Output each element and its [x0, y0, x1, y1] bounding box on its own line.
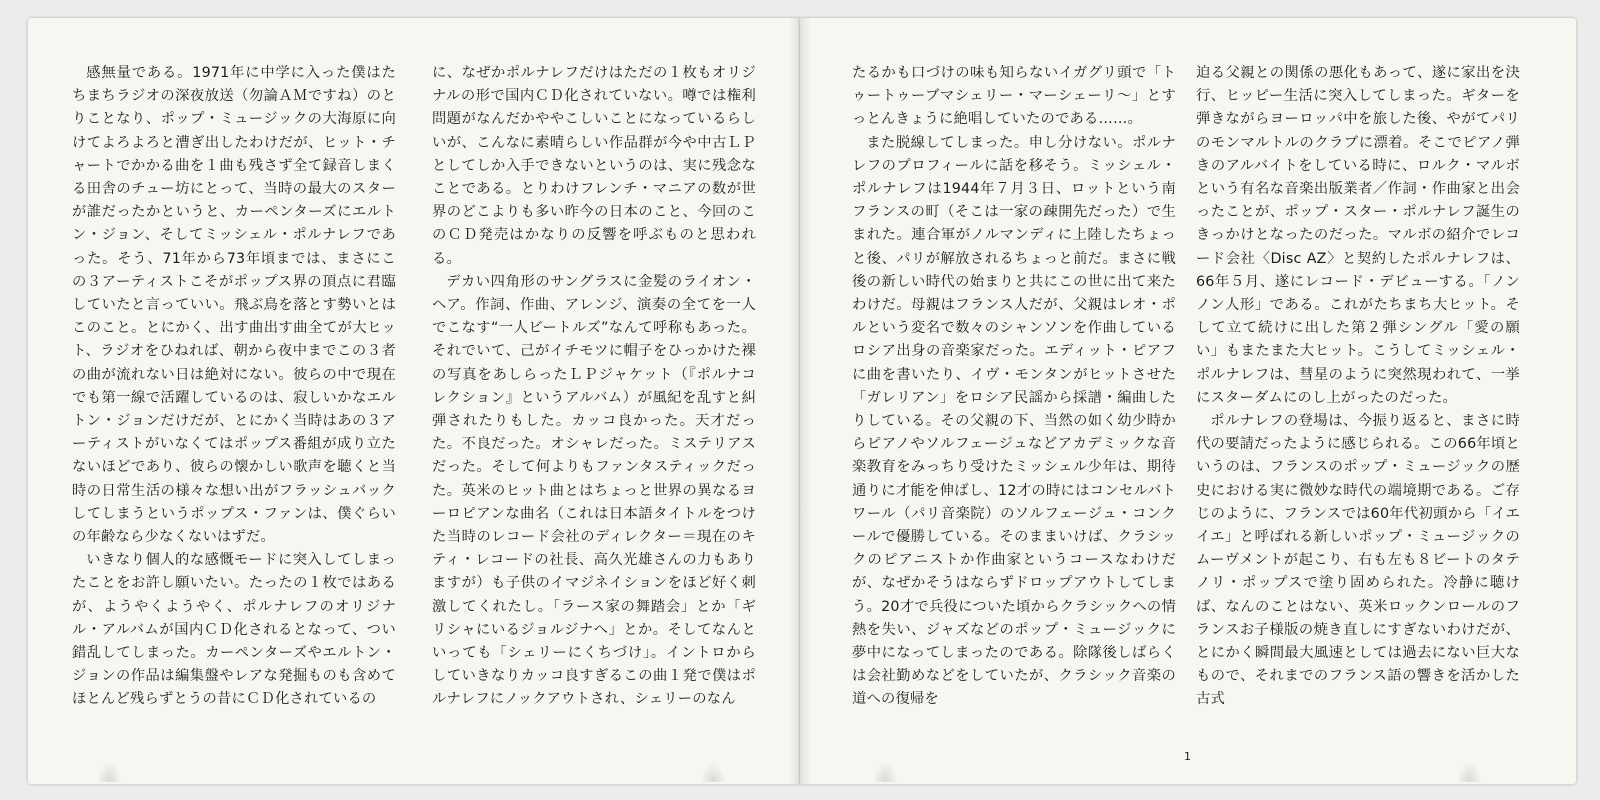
paragraph: デカい四角形のサングラスに金髪のライオン・ヘア。作詞、作曲、アレンジ、演奏の全てを一人でこなす“一人ビートルズ”なんて呼称もあった。それでいて、己がイチモツに帽子をひっかけた裸の写真をあしらったＬＰジャケット（『ポルナコレクション』というアルバム）が風紀を乱すと糾弾されたりもした。カッコ良かった。天才だった。不良だった。オシャレだった。ミステリアスだった。そして何よりもファンタスティックだった。英米のヒット曲とはちょっと世界の異なるヨーロピアンな曲名（これは日本語タイトルをつけた当時のレコード会社のディレクター＝現在のキティ・レコードの社長、高久光雄さんの力もありますが）も子供のイマジネイションをほど好く刺激してくれたし。「ラース家の舞踏会」とか「ギリシャにいるジョルジナへ」とか。そしてなんといっても「シェリーにくちづけ」。イントロからしていきなりカッコ良すぎるこの曲１発で僕はポルナレフにノックアウトされ、シェリーのなん: [432, 273, 756, 708]
paragraph: に、なぜかポルナレフだけはただの１枚もオリジナルの形で国内ＣＤ化されていない。噂では権利問題がなんだかややこしいことになっているらしいが、こんなに素晴らしい作品群が今や中古ＬＰとしてしか入手できないというのは、実に残念なことである。とりわけフレンチ・マニアの数が世界のどこよりも多い昨今の日本のこと、今回のこのＣＤ発売はかなりの反響を呼ぶものと思われる。: [432, 65, 756, 267]
text-column-3: [852, 62, 1176, 712]
text-column-1: [72, 62, 396, 712]
paragraph: たるかも口づけの味も知らないイガグリ頭で「トゥートゥーブマシェリー・マーシェーリ～」とすっとんきょうに絶唱していたのである……。: [852, 65, 1176, 128]
paragraph: ポルナレフの登場は、今振り返ると、まさに時代の要請だったように感じられる。この66年頃というのは、フランスのポップ・ミュージックの歴史における実に微妙な時代の端境期である。ご存じのように、フランスでは60年代初頭から「イエイエ」と呼ばれる新しいポップ・ミュージックのムーヴメントが起こり、右も左も８ビートのタテノリ・ポップスで塗り固められた。冷静に聴けば、なんのことはない、英米ロックンロールのフランスお子様版の焼き直しにすぎないわけだが、とにかく瞬間最大風速としては過去にない巨大なもので、それまでのフランス語の響きを活かした古式: [1196, 413, 1520, 708]
page-number: 1: [1184, 750, 1191, 763]
paragraph: 感無量である。1971年に中学に入った僕はたちまちラジオの深夜放送（勿論ＡＭですね）のとりことなり、ポップ・ミュージックの大海原に向けてよろよろと漕ぎ出したわけだが、ヒット・チャートでかかる曲を１曲も残さず全て録音しまくる田舎のチュー坊にとって、当時の最大のスターが誰だったかというと、カーペンターズにエルトン・ジョン、そしてミッシェル・ポルナレフであった。そう、71年から73年頃までは、まさにこの３アーティストこそがポップス界の頂点に君臨していたと言っていい。飛ぶ鳥を落とす勢いとはこのこと。とにかく、出す曲出す曲全てが大ヒット、ラジオをひねれば、朝から夜中までこの３者の曲が流れない日は絶対にない。彼らの中で現在でも第一線で活躍しているのは、寂しいかなエルトン・ジョンだけだが、とにかく当時はあの３アーティストがいなくてはポップス番組が成り立たないほどであり、彼らの懐かしい歌声を聴くと当時の日常生活の様々な想い出がフラッシュバックしてしまうというポップス・ファンは、僕ぐらいの年齢なら少なくないはずだ。: [72, 65, 396, 546]
paragraph: いきなり個人的な感慨モードに突入してしまったことをお許し願いたい。たったの１枚ではあるが、ようやくようやく、ポルナレフのオリジナル・アルバムが国内ＣＤ化されるとなって、つい錯乱してしまった。カーペンターズやエルトン・ジョンの作品は編集盤やレアな発掘ものも含めてほとんど残らずとうの昔にＣＤ化されているの: [72, 552, 396, 708]
paragraph: また脱線してしまった。申し分けない。ポルナレフのプロフィールに話を移そう。ミッシェル・ポルナレフは1944年７月３日、ロットという南フランスの町（そこは一家の疎開先だった）で生まれた。連合軍がノルマンディに上陸したちょっと後、パリが解放されるちょっと前だ。まさに戦後の新しい時代の始まりと共にこの世に出て来たわけだ。母親はフランス人だが、父親はレオ・ポルという変名で数々のシャンソンを作曲しているロシア出身の音楽家だった。エディット・ピアフに曲を書いたり、イヴ・モンタンがヒットさせた「ガレリアン」をロシア民謡から採譜・編曲したりしている。その父親の下、当然の如く幼少時からピアノやソルフェージュなどアカデミックな音楽教育をみっちり受けたミッシェル少年は、期待通りに才能を伸ばし、12才の時にはコンセルバトワール（パリ音楽院）のソルフェージュ・コンクールで優勝している。そのままいけば、クラシックのピアニストか作曲家というコースなわけだが、なぜかそうはならずドロップアウトしてしまう。20才で兵役についた頃からクラシックへの情熱を失い、ジャズなどのポップ・ミュージックに夢中になってしまったのである。除隊後しばらくは会社勤めなどをしていたが、クラシック音楽の道への復帰を: [852, 134, 1176, 708]
text-column-2: [432, 62, 756, 712]
text-column-4: [1196, 62, 1520, 712]
paragraph: 迫る父親との関係の悪化もあって、遂に家出を決行、ヒッピー生活に突入してしまった。ギターを弾きながらヨーロッパ中を旅した後、やがてパリのモンマルトルのクラブに漂着。そこでピアノ弾きのアルバイトをしている時に、ロルク・マルボという有名な音楽出版業者／作詞・作曲家と出会ったことが、ポップ・スター・ポルナレフ誕生のきっかけとなったのだった。マルボの紹介でレコード会社〈Disc AZ〉と契約したポルナレフは、66年５月、遂にレコード・デビューする。「ノンノン人形」である。これがたちまち大ヒット。そして立て続けに出した第２弾シングル「愛の願い」もまたまた大ヒット。こうしてミッシェル・ポルナレフは、彗星のように突然現われて、一挙にスターダムにのし上がったのだった。: [1196, 65, 1520, 406]
